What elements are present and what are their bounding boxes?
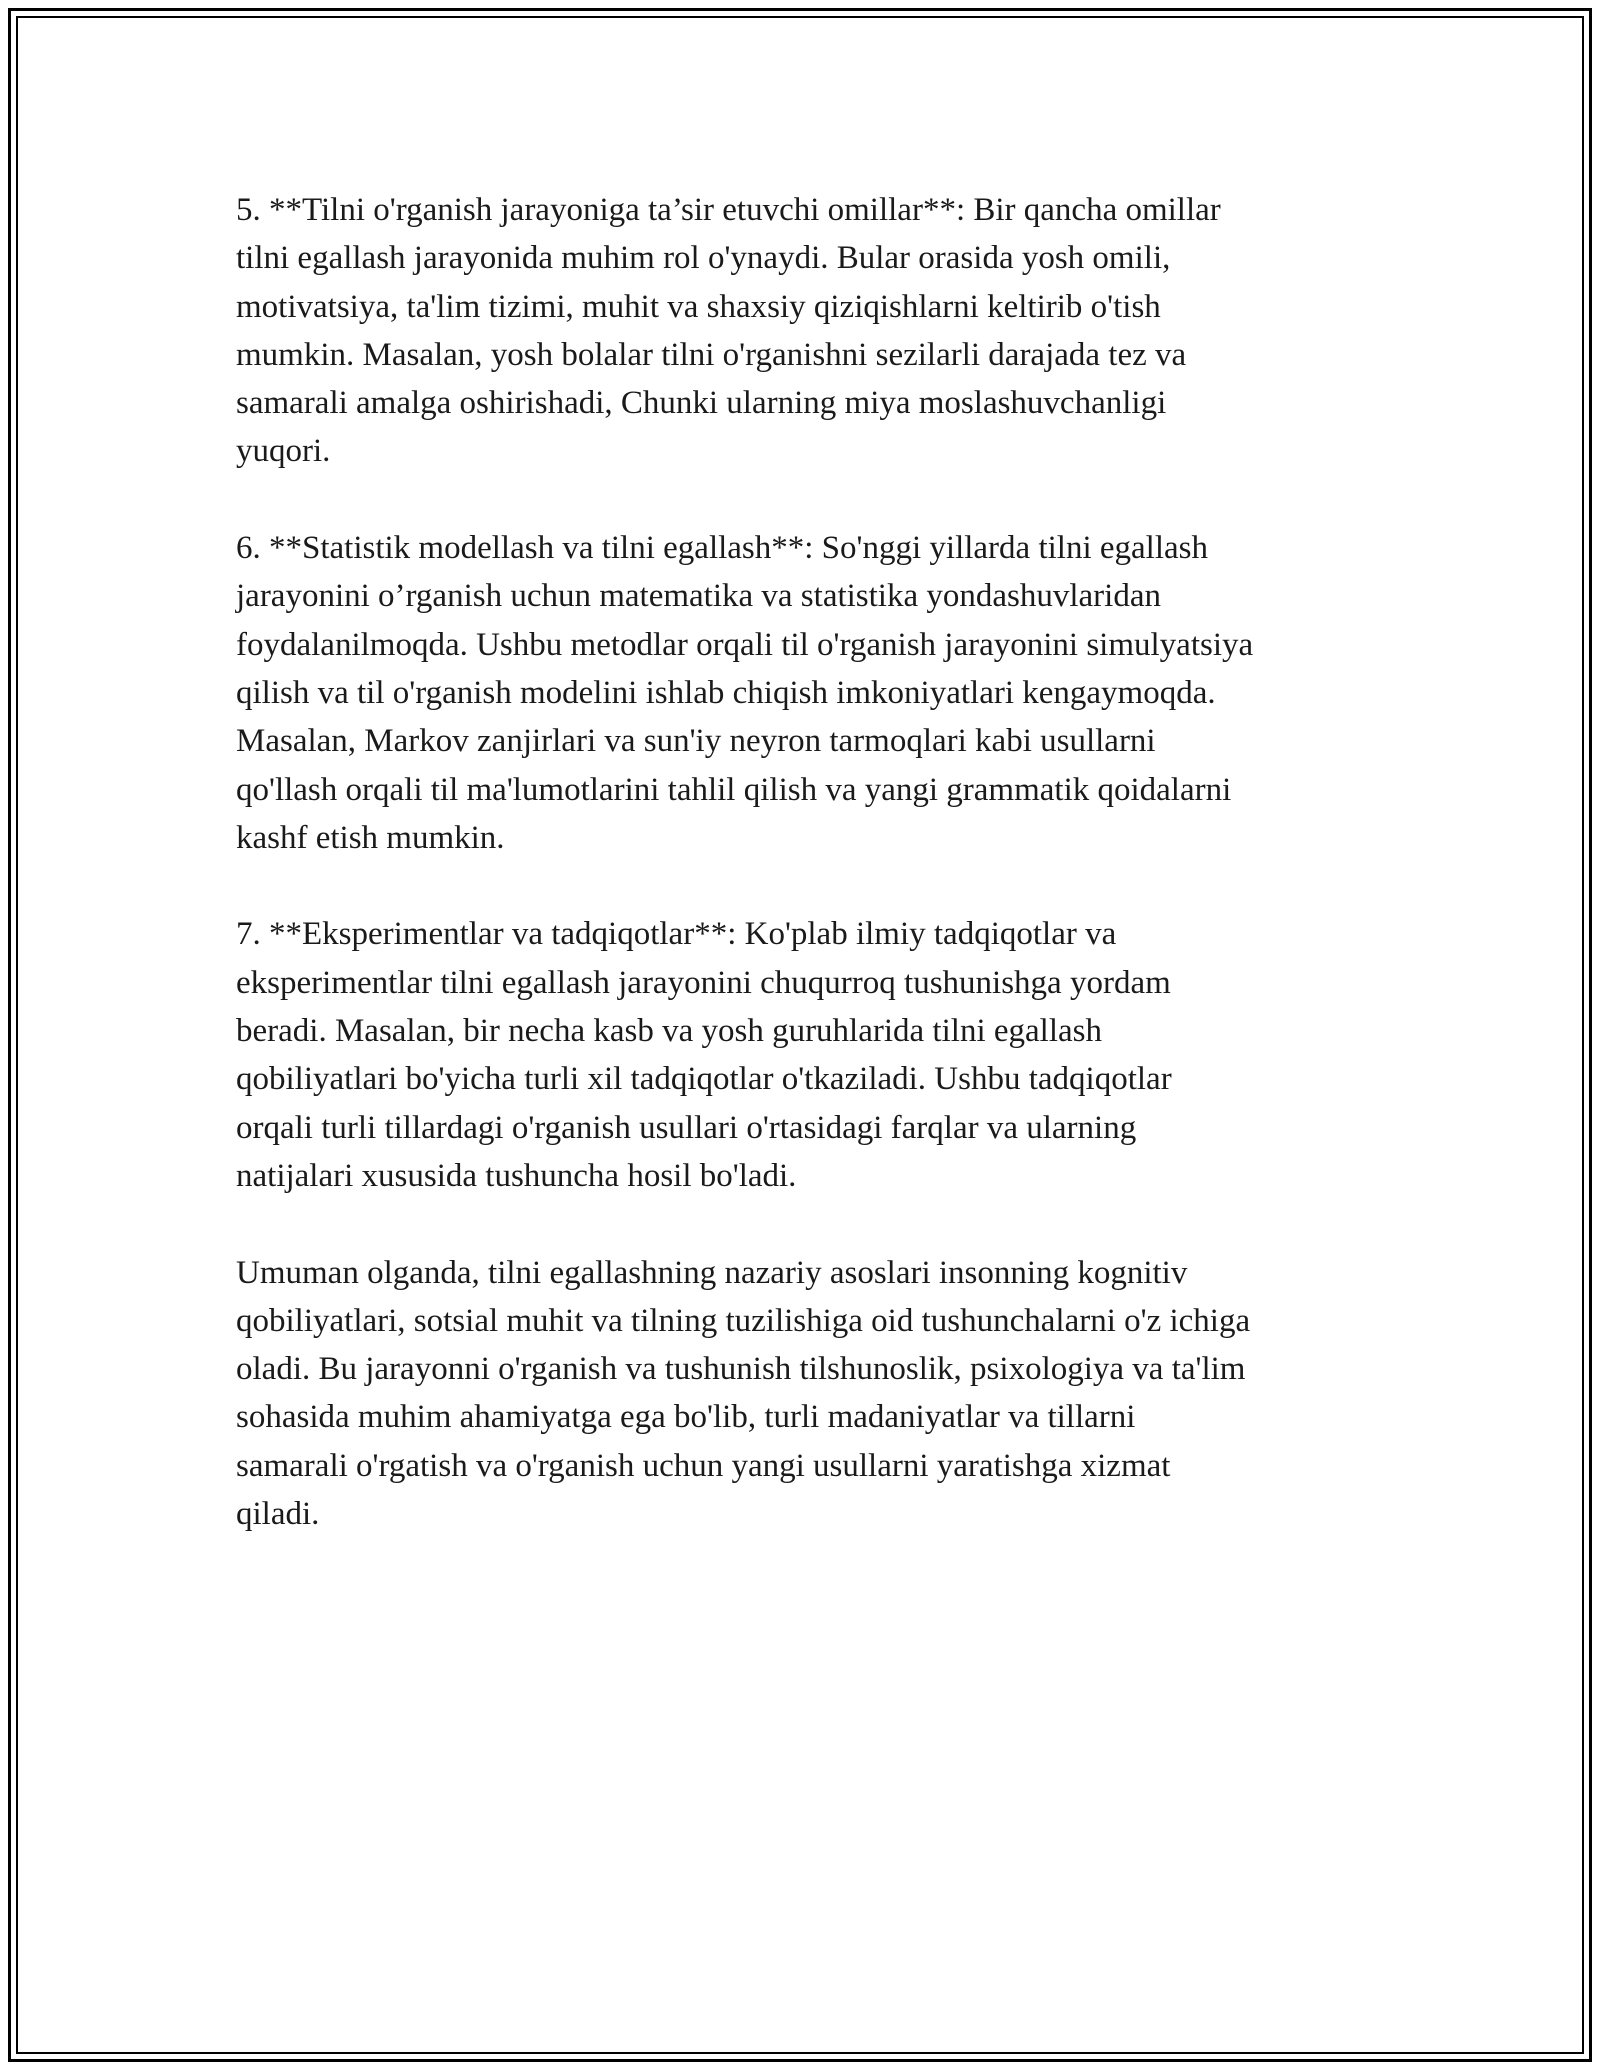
paragraph-6-statistical-modeling: 6. **Statistik modellash va tilni egallash**: So'nggi yillarda tilni egallash jarayonini o’rganish uchun matematika va statistika yondashuvlaridan foydalanilmoqda. Ushbu metodlar orqali til o'rganish jarayonini simulyatsiya qilish va til o'rganish modelini ishlab chiqish imkoniyatlari kengaymoqda. Masalan, Markov zanjirlari va sun'iy neyron tarmoqlari kabi usullarni qo'llash orqali til ma'lumotlarini tahlil qilish va yangi grammatik qoidalarni kashf etish mumkin. <box>236 530 1254 856</box>
paragraph-7-experiments-research: 7. **Eksperimentlar va tadqiqotlar**: Ko'plab ilmiy tadqiqotlar va eksperimentlar tilni egallash jarayonini chuqurroq tushunishga yordam beradi. Masalan, bir necha kasb va yosh guruhlarida tilni egallash qobiliyatlari bo'yicha turli xil tadqiqotlar o'tkaziladi. Ushbu tadqiqotlar orqali turli tillardagi o'rganish usullari o'rtasidagi farqlar va ularning natijalari xususida tushuncha hosil bo'ladi. <box>236 916 1172 1194</box>
paragraph-conclusion: Umuman olganda, tilni egallashning nazariy asoslari insonning kognitiv qobiliyatlari, sotsial muhit va tilning tuzilishiga oid tushunchalarni o'z ichiga oladi. Bu jarayonni o'rganish va tushunish tilshunoslik, psixologiya va ta'lim sohasida muhim ahamiyatga ega bo'lib, turli madaniyatlar va tillarni samarali o'rgatish va o'rganish uchun yangi usullarni yaratishga xizmat qiladi. <box>236 1254 1251 1533</box>
document-body <box>236 186 1376 1587</box>
paragraph-5-language-learning-factors: 5. **Tilni o'rganish jarayoniga ta’sir etuvchi omillar**: Bir qancha omillar tilni egallash jarayonida muhim rol o'ynaydi. Bular orasida yosh omili, motivatsiya, ta'lim tizimi, muhit va shaxsiy qiziqishlarni keltirib o'tish mumkin. Masalan, yosh bolalar tilni o'rganishni sezilarli darajada tez va samarali amalga oshirishadi, Chunki ularning miya moslashuvchanligi yuqori. <box>236 192 1221 470</box>
